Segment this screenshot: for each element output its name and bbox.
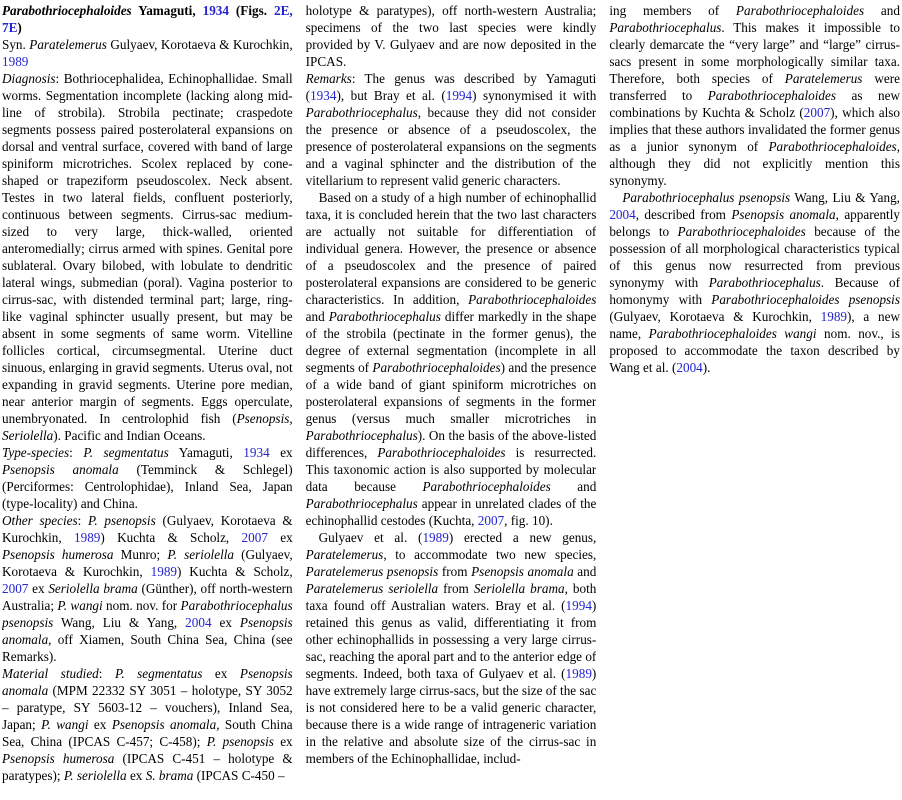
text-run: , off Xiamen, South China Sea, China (see Remarks). bbox=[2, 632, 293, 664]
citation-link[interactable]: 2007 bbox=[2, 581, 29, 596]
text-run: Gulyaev, Korotaeva & Kurochkin, bbox=[106, 37, 293, 52]
text-run: ), a new name, bbox=[609, 309, 900, 341]
taxon-name: Seriolella brama bbox=[48, 581, 138, 596]
taxon-name: Psenopsis humerosa bbox=[2, 751, 115, 766]
text-run: Wang, Liu & Yang, bbox=[790, 190, 900, 205]
text-run: , bbox=[289, 411, 293, 426]
text-run: (Figs. bbox=[228, 3, 274, 18]
taxon-name: Psenopsis anomala bbox=[111, 717, 217, 732]
paragraph bbox=[609, 189, 900, 376]
citation-link[interactable]: 2007 bbox=[803, 105, 831, 120]
taxon-name: Psenopsis bbox=[236, 411, 290, 426]
taxon-name: Parabothriocephalus bbox=[305, 428, 418, 443]
taxon-name: S. brama bbox=[145, 768, 194, 783]
taxon-name: Parabothriocephaloides psenopsis bbox=[711, 292, 900, 307]
taxon-name: Psenopsis anomala bbox=[471, 564, 574, 579]
paragraph bbox=[2, 36, 293, 70]
text-run: from bbox=[438, 564, 472, 579]
text-run: Syn. bbox=[2, 37, 30, 52]
citation-link[interactable]: 1934 bbox=[202, 3, 229, 18]
taxon-name: Parabothriocephalus bbox=[305, 105, 418, 120]
text-run: , fig. 10). bbox=[504, 513, 553, 528]
taxon-name: Parabothriocephalus bbox=[708, 275, 821, 290]
citation-link[interactable]: 2004 bbox=[676, 360, 703, 375]
citation-link[interactable]: 2007 bbox=[241, 530, 268, 545]
column-right bbox=[609, 2, 900, 800]
taxon-name: Parabothriocephaloides bbox=[2, 3, 132, 18]
text-run: (IPCAS C-451 – holotype & paratypes); bbox=[2, 751, 293, 783]
text-run: (Temminck & Schlegel) (Perciformes: Centrolophidae), Inland Sea, Japan (type-locality) and China. bbox=[2, 462, 293, 511]
figure-reference[interactable]: 2E, 7E bbox=[2, 3, 293, 35]
text-run: ex bbox=[126, 768, 146, 783]
text-run: (IPCAS C-450 – bbox=[193, 768, 285, 783]
citation-link[interactable]: 2007 bbox=[477, 513, 505, 528]
section-label: Diagnosis bbox=[2, 71, 56, 86]
taxon-name: Psenopsis anomala bbox=[2, 462, 119, 477]
text-run: Yamaguti, bbox=[131, 3, 203, 18]
text-run: and bbox=[573, 564, 597, 579]
taxon-name: Parabothriocephalus bbox=[609, 20, 722, 35]
text-run: and bbox=[864, 3, 900, 18]
taxon-name: P. segmentatus bbox=[114, 666, 203, 681]
text-run: : Bothriocephalidea, Echinophallidae. Small worms. Segmentation incomplete (lacking along mid-line of strobila). Strobila pectinate; craspedote segments possess paired posterolateral expansions on dorsal and ventral surface, covered with band of large spiniform microtriches. Scolex replaced by cone-shaped or trapeziform pseudoscolex. Neck absent. Testes in two lateral fields, confluent posteriorly, continuous between segments. Cirrus-sac medium-sized to very large, thick-walled, oriented anteromedially; cirrus armed with spines. Genital pore sublateral. Ovary bilobed, with lobulate to dendritic lateral wings, submedian (poral). Vagina posterior to cirrus-sac, with distended terminal part; large, ring-like vaginal sphincter usually present, but may be absent in some segments of same worm. Vitelline follicles cortical, circumsegmental. Uterine duct sinuous, enlarging in gravid segments. Uterus oval, not expanding in gravid segments. Uterine pore median, near anterior margin of segments. Eggs operculate, unembryonated. In centrolophid fish ( bbox=[2, 71, 293, 426]
text-run: , both taxa found off Australian waters. Bray et al. ( bbox=[305, 581, 597, 613]
text-run: ) Kuchta & Scholz, bbox=[177, 564, 293, 579]
taxon-name: Parabothriocephaloides bbox=[377, 445, 506, 460]
text-run: , South China Sea, China (IPCAS C-457; C-458); bbox=[2, 717, 293, 749]
text-run: ), but Bray et al. ( bbox=[336, 88, 446, 103]
text-run: ) and the presence of a wide band of giant spiniform microtriches on posterolateral expansions of segments in the former genus (versus much smaller microtriches in bbox=[305, 360, 597, 426]
text-run: (Günther), off north-western Australia; bbox=[2, 581, 293, 613]
paragraph bbox=[306, 70, 597, 189]
taxon-name: Parabothriocephalus bbox=[328, 309, 441, 324]
taxon-name: P. psenopsis bbox=[206, 734, 274, 749]
text-run: ). bbox=[702, 360, 711, 375]
text-run: ex bbox=[273, 734, 293, 749]
taxon-name: P. psenopsis bbox=[88, 513, 156, 528]
taxon-name: Paratelemerus bbox=[784, 71, 863, 86]
text-run: (Gulyaev, Korotaeva & Kurochkin, bbox=[609, 309, 821, 324]
text-run: : bbox=[69, 445, 84, 460]
text-run: (MPM 22332 SY 3051 – holotype, SY 3052 – paratype, SY 5603-12 – vouchers), Inland Sea, Japan; bbox=[2, 683, 293, 732]
paragraph bbox=[2, 444, 293, 512]
text-run: ) bbox=[17, 20, 22, 35]
citation-link[interactable]: 1989 bbox=[150, 564, 177, 579]
citation-link[interactable]: 1934 bbox=[310, 88, 337, 103]
citation-link[interactable]: 1989 bbox=[565, 666, 592, 681]
text-run: nom. nov., is proposed to accommodate the taxon described by Wang et al. ( bbox=[609, 326, 900, 375]
taxon-name: Psenopsis anomala bbox=[2, 615, 293, 647]
citation-link[interactable]: 1934 bbox=[243, 445, 270, 460]
taxon-name: Parabothriocephaloides bbox=[677, 224, 806, 239]
text-run: ) Kuchta & Scholz, bbox=[100, 530, 242, 545]
taxon-name: P. seriolella bbox=[167, 547, 234, 562]
taxon-name: Paratelemerus psenopsis bbox=[305, 564, 439, 579]
paragraph bbox=[2, 512, 293, 665]
taxon-name: Parabothriocephaloides bbox=[468, 292, 597, 307]
taxon-name: Parabothriocephaloides bbox=[372, 360, 501, 375]
paragraph bbox=[306, 2, 597, 70]
taxon-name: Parabothriocephaloides wangi bbox=[648, 326, 817, 341]
text-run: and bbox=[305, 309, 329, 324]
text-run: ex bbox=[267, 530, 293, 545]
taxon-name: Parabothriocephaloides bbox=[735, 3, 865, 18]
paragraph bbox=[2, 70, 293, 444]
taxon-name: Psenopsis humerosa bbox=[2, 547, 114, 562]
text-run: , because they did not consider the presence or absence of a pseudoscolex, the presence of posterolateral expansions on the segments and a vaginal sphincter and the distribution of the vitellarium to represent valid generic characters. bbox=[305, 105, 597, 188]
text-run: , although they did not explicitly mention this synonymy. bbox=[609, 139, 900, 188]
paragraph bbox=[306, 189, 597, 529]
text-run: ex bbox=[211, 615, 240, 630]
citation-link[interactable]: 1989 bbox=[2, 54, 29, 69]
text-run: differ markedly in the shape of the strobila (pectinate in the former genus), the degree of external segmentation (incomplete in all segments of bbox=[305, 309, 597, 375]
citation-link[interactable]: 2004 bbox=[609, 207, 636, 222]
taxon-name: Parabothriocephaloides bbox=[422, 479, 551, 494]
text-run: ) retained this genus as valid, differentiating it from other echinophallids in possessing a very large cirrus-sac, reaching the aporal part and to the anterior edge of segments. Indeed, both taxa of Gulyaev et al. ( bbox=[305, 598, 597, 681]
taxon-name: P. wangi bbox=[57, 598, 103, 613]
text-run: Wang, Liu & Yang, bbox=[53, 615, 186, 630]
text-run: Based on a study of a high number of echinophallid taxa, it is concluded herein that the two last characters are actually not suitable for differentiation of individual genera. However, the presence or absence of a pseudoscolex and the presence of paired posterolateral expansions are considered to be generic characteristics. In addition, bbox=[305, 190, 597, 307]
taxon-name: Psenopsis anomala bbox=[2, 666, 293, 698]
text-run: : The genus was described by Yamaguti ( bbox=[305, 71, 597, 103]
text-run: ex bbox=[88, 717, 112, 732]
column-left bbox=[2, 2, 293, 800]
citation-link[interactable]: 1994 bbox=[565, 598, 592, 613]
section-label: Type-species bbox=[2, 445, 70, 460]
text-run: because of the possession of all morphological characteristics typical of this genus now resurrected from previous synonymy with bbox=[609, 224, 900, 290]
text-run: Gulyaev et al. ( bbox=[318, 530, 423, 545]
text-run: ). On the basis of the above-listed differences, bbox=[305, 428, 597, 460]
taxon-name: Seriolella brama bbox=[473, 581, 565, 596]
text-run: ). Pacific and Indian Oceans. bbox=[53, 428, 206, 443]
text-run: as new combinations by Kuchta & Scholz ( bbox=[609, 88, 900, 120]
column-middle bbox=[306, 2, 597, 800]
text-run: were transferred to bbox=[609, 71, 900, 103]
citation-link[interactable]: 1994 bbox=[445, 88, 473, 103]
text-run: . Because of homonymy with bbox=[609, 275, 900, 307]
taxon-name: Seriolella bbox=[2, 428, 54, 443]
section-label: Remarks bbox=[305, 71, 352, 86]
taxon-name: Parabothriocephalus psenopsis bbox=[2, 598, 293, 630]
text-run: ex bbox=[28, 581, 49, 596]
taxon-name: Paratelemerus bbox=[305, 547, 384, 562]
text-run: (Gulyaev, Korotaeva & Kurochkin, bbox=[2, 513, 293, 545]
taxon-name: Parabothriocephaloides bbox=[768, 139, 897, 154]
citation-link[interactable]: 1989 bbox=[74, 530, 101, 545]
text-run: ex bbox=[269, 445, 293, 460]
citation-link[interactable]: 1989 bbox=[820, 309, 848, 324]
text-run: ), which also implies that these authors invalidated the former genus as a junior synonym of bbox=[609, 105, 900, 154]
text-run: Munro; bbox=[113, 547, 168, 562]
text-run: is resurrected. This taxonomic action is also supported by molecular data because bbox=[305, 445, 597, 494]
taxon-name: P. segmentatus bbox=[83, 445, 169, 460]
text-run: , described from bbox=[635, 207, 732, 222]
paragraph bbox=[2, 665, 293, 784]
text-run: ) synonymised it with bbox=[472, 88, 597, 103]
text-run: ) have extremely large cirrus-sacs, but the size of the sac is not considered here to be a valid generic character, because there is a wide range of intrageneric variation in the relative and absolute size of the cirrus-sac in members of the Echinophallidae, includ- bbox=[305, 666, 597, 766]
text-run: and bbox=[550, 479, 597, 494]
text-run: ing members of bbox=[609, 3, 736, 18]
text-run: ex bbox=[202, 666, 240, 681]
paragraph bbox=[306, 529, 597, 767]
taxon-name: Paratelemerus seriolella bbox=[305, 581, 439, 596]
text-run: , apparently belongs to bbox=[609, 207, 900, 239]
section-label: Other species bbox=[2, 513, 78, 528]
taxon-name: Parabothriocephalus psenopsis bbox=[622, 190, 791, 205]
citation-link[interactable]: 1989 bbox=[422, 530, 449, 545]
paragraph bbox=[609, 2, 900, 189]
text-run: : bbox=[98, 666, 115, 681]
text-run: (Gulyaev, Korotaeva & Kurochkin, bbox=[2, 547, 293, 579]
text-run: holotype & paratypes), off north-western Australia; specimens of the two last species were kindly provided by V. Gulyaev and are now deposited in the IPCAS. bbox=[305, 3, 597, 69]
citation-link[interactable]: 2004 bbox=[185, 615, 212, 630]
text-run: appear in unrelated clades of the echinophallid cestodes (Kuchta, bbox=[305, 496, 597, 528]
text-run: nom. nov. for bbox=[102, 598, 181, 613]
taxon-name: Paratelemerus bbox=[29, 37, 107, 52]
text-run: Yamaguti, bbox=[168, 445, 244, 460]
text-run: from bbox=[438, 581, 474, 596]
text-run: ) erected a new genus, bbox=[448, 530, 597, 545]
text-run: , to accommodate two new species, bbox=[383, 547, 597, 562]
taxon-name: Psenopsis anomala bbox=[731, 207, 836, 222]
text-run: . This makes it impossible to clearly demarcate the “very large” and “large” cirrus-sacs present in some morphologically similar taxa. Therefore, both species of bbox=[609, 20, 900, 86]
taxon-name: P. wangi bbox=[41, 717, 89, 732]
taxon-name: P. seriolella bbox=[63, 768, 127, 783]
species-heading bbox=[2, 2, 293, 36]
taxon-name: Parabothriocephaloides bbox=[707, 88, 836, 103]
section-label: Material studied bbox=[2, 666, 99, 681]
taxon-name: Parabothriocephalus bbox=[305, 496, 418, 511]
text-run: : bbox=[77, 513, 89, 528]
